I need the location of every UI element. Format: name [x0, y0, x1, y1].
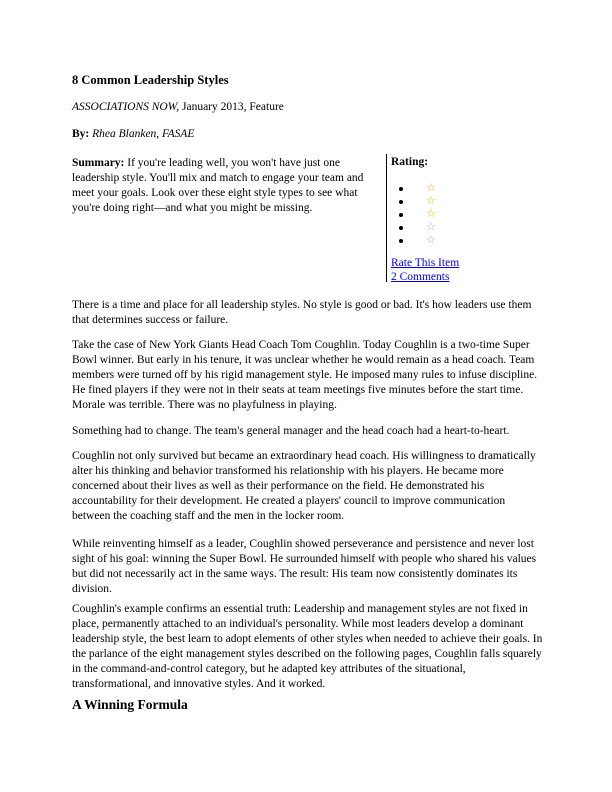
bullet-icon [399, 200, 403, 204]
star-empty-icon: ☆ [426, 220, 436, 233]
rating-label: Rating: [391, 156, 429, 168]
body-paragraph-6: Coughlin's example confirms an essential truth: Leadership and management styles are not fixed in place, permanently attached to an individual's personality. While most leaders develop a dominant leadership style, the best learn to adopt elements of other styles when needed to achieve their goals. In the parlance of the eight management styles described on the following pages, Coughlin falls squarely in the command-and-control category, but he adapted key attributes of the situational, transformational, and innovative styles. And it worked. [72, 603, 543, 690]
rating-star-1[interactable] [391, 183, 451, 196]
author-name: Rhea Blanken, FASAE [92, 128, 195, 140]
byline-label: By: [72, 128, 90, 140]
summary-rating-divider [386, 154, 387, 282]
bullet-icon [399, 187, 403, 191]
section-heading: A Winning Formula [72, 697, 188, 712]
star-empty-icon: ☆ [426, 233, 436, 246]
body-paragraph-3: Something had to change. The team's general manager and the head coach had a heart-to-heart. [72, 425, 510, 437]
article-title: 8 Common Leadership Styles [72, 73, 229, 87]
rating-star-4[interactable] [391, 222, 451, 235]
rating-panel [391, 156, 541, 283]
bullet-icon [399, 226, 403, 230]
publication-issue: January 2013, Feature [179, 101, 284, 113]
bullet-icon [399, 239, 403, 243]
rating-star-3[interactable] [391, 209, 451, 222]
star-filled-icon: ☆ [426, 207, 436, 220]
rating-stars [391, 183, 451, 248]
publication-name: ASSOCIATIONS NOW, [72, 101, 180, 113]
summary-text: If you're leading well, you won't have just one leadership style. You'll mix and match to engage your team and meet your goals. Look over these eight style types to see what you're doing right—and what you might be missing. [72, 157, 364, 214]
rating-star-5[interactable] [391, 235, 451, 248]
body-paragraph-5: While reinventing himself as a leader, Coughlin showed perseverance and persistence and never lost sight of his goal: winning the Super Bowl. He surrounded himself with people who shared his values but did not necessarily act in the same ways. The result: His team now consistently dominates its division. [72, 538, 537, 595]
rate-this-item-link[interactable]: Rate This Item [391, 257, 460, 269]
rating-star-2[interactable] [391, 196, 451, 209]
star-filled-icon: ☆ [426, 181, 436, 194]
publication-line [72, 101, 284, 113]
body-paragraph-4: Coughlin not only survived but became an extraordinary head coach. His willingness to dramatically alter his thinking and behavior transformed his relationship with his players. He became more concerned about their lives as well as their performance on the field. He demonstrated his accountability for their development. He created a players' council to improve communication between the coaching staff and the men in the locker room. [72, 450, 536, 522]
comments-link[interactable]: 2 Comments [391, 271, 450, 283]
body-paragraph-1: There is a time and place for all leadership styles. No style is good or bad. It's how leaders use them that determines success or failure. [72, 299, 532, 326]
bullet-icon [399, 213, 403, 217]
star-filled-icon: ☆ [426, 194, 436, 207]
summary-label: Summary: [72, 157, 125, 169]
body-paragraph-2: Take the case of New York Giants Head Coach Tom Coughlin. Today Coughlin is a two-time Super Bowl winner. But early in his tenure, it was unclear whether he would remain as a head coach. Team members were turned off by his rigid management style. He imposed many rules to infuse discipline. He fined players if they were not in their seats at team meetings five minutes before the start time. Morale was terrible. There was no playfulness in playing. [72, 339, 538, 411]
byline [72, 128, 194, 140]
summary [72, 156, 380, 216]
